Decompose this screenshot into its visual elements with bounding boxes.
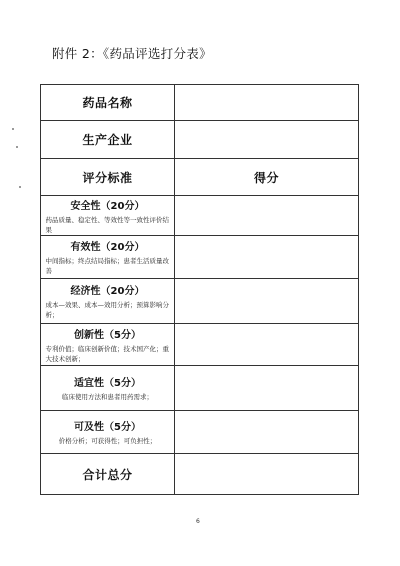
innovation-title: 创新性（5分）	[74, 329, 141, 341]
drug-name-label-cell	[41, 85, 175, 120]
manufacturer-label: 生产企业	[82, 133, 133, 147]
criteria-header: 评分标准	[82, 170, 133, 185]
total-score-cell	[175, 454, 358, 494]
table-row-manufacturer	[41, 121, 358, 159]
table-row-total	[41, 454, 358, 494]
table-row-drug-name	[41, 85, 358, 121]
table-header-row	[41, 159, 358, 196]
efficacy-score-cell	[175, 236, 358, 278]
safety-description: 药品质量、稳定性、等效性等一致性评价结果	[45, 215, 169, 234]
accessibility-description: 价格分析；可获得性；可负担性；	[58, 437, 157, 445]
total-label-cell	[41, 454, 175, 494]
score-header: 得分	[253, 170, 279, 185]
attachment-title: 附件 2：《药品评选打分表》	[52, 46, 212, 61]
economy-score-cell	[175, 279, 358, 323]
page-number: 6	[196, 518, 200, 525]
scan-speck	[12, 128, 14, 130]
table-row-economy	[41, 279, 358, 324]
efficacy-title: 有效性（20分）	[70, 242, 145, 253]
innovation-description: 专利价值；临床创新价值；技术国产化；重大技术创新；	[45, 344, 169, 363]
score-header-cell	[175, 159, 358, 195]
efficacy-description: 中间指标；终点结局指标；患者生活质量改善	[45, 257, 169, 275]
suitability-criteria-cell	[41, 366, 175, 410]
economy-criteria-cell	[41, 279, 175, 323]
efficacy-criteria-cell	[41, 236, 175, 278]
scan-speck	[19, 186, 21, 188]
drug-name-label: 药品名称	[82, 96, 133, 110]
accessibility-title: 可及性（5分）	[74, 422, 141, 433]
suitability-title: 适宜性（5分）	[74, 378, 141, 389]
manufacturer-label-cell	[41, 121, 175, 158]
total-label: 合计总分	[82, 467, 133, 482]
economy-title: 经济性（20分）	[70, 286, 145, 297]
table-row-innovation	[41, 324, 358, 366]
suitability-description: 临床使用方法和患者用药需求；	[62, 393, 153, 401]
accessibility-score-cell	[175, 411, 358, 453]
criteria-header-cell	[41, 159, 175, 195]
safety-title: 安全性（20分）	[70, 200, 145, 212]
drug-name-value-cell	[175, 85, 358, 120]
scan-speck	[16, 146, 18, 148]
table-row-suitability	[41, 366, 358, 411]
safety-score-cell	[175, 196, 358, 235]
table-row-efficacy	[41, 236, 358, 279]
safety-criteria-cell	[41, 196, 175, 235]
table-row-safety	[41, 196, 358, 236]
innovation-criteria-cell	[41, 324, 175, 365]
suitability-score-cell	[175, 366, 358, 410]
innovation-score-cell	[175, 324, 358, 365]
manufacturer-value-cell	[175, 121, 358, 158]
scoring-table	[40, 84, 359, 495]
table-row-accessibility	[41, 411, 358, 454]
accessibility-criteria-cell	[41, 411, 175, 453]
economy-description: 成本—效果、成本—效用分析；预算影响分析；	[45, 301, 169, 319]
